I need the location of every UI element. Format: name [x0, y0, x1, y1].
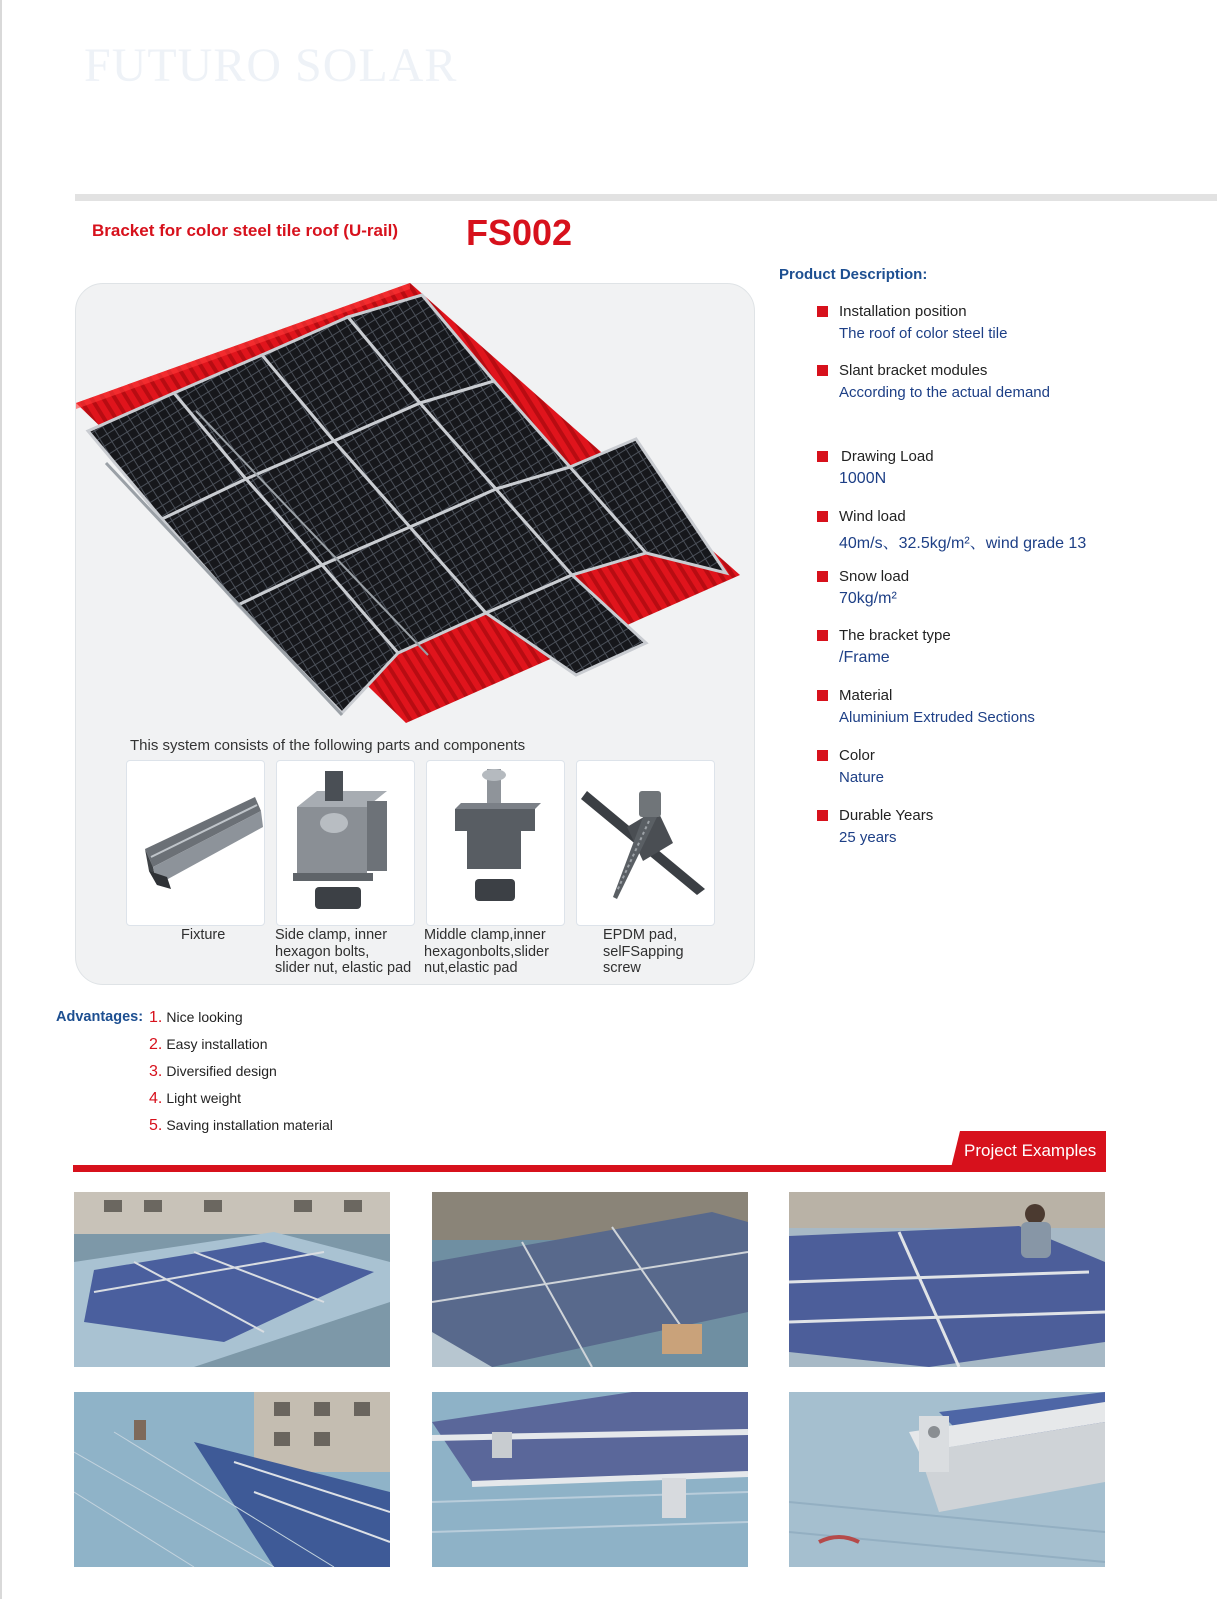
advantage-number: 4.	[149, 1090, 163, 1107]
header-divider	[75, 194, 1217, 201]
bullet-square	[817, 451, 828, 462]
part-label-middle-clamp: Middle clamp,inner hexagonbolts,slider nut,elastic pad	[424, 927, 549, 976]
advantage-text: Light weight	[166, 1090, 242, 1106]
advantage-text: Easy installation	[166, 1036, 268, 1052]
advantages-heading: Advantages:	[56, 1009, 144, 1025]
advantage-number: 3.	[149, 1063, 163, 1080]
spec-label: Durable Years	[839, 807, 934, 824]
bullet-square	[817, 810, 828, 821]
advantage-item	[149, 1009, 243, 1027]
system-caption: This system consists of the following parts and components	[130, 737, 526, 754]
project-divider	[73, 1165, 1106, 1172]
bullet-square	[817, 571, 828, 582]
part-label-side-clamp: Side clamp, inner hexagon bolts, slider nut, elastic pad	[275, 927, 412, 976]
brand-watermark: FUTURO SOLAR	[84, 39, 458, 92]
advantage-item	[149, 1036, 268, 1054]
project-photo-3	[789, 1192, 1105, 1367]
bullet-square	[817, 306, 828, 317]
advantage-item	[149, 1090, 241, 1108]
project-photo-1	[74, 1192, 390, 1367]
spec-label: Wind load	[839, 508, 906, 525]
advantage-number: 2.	[149, 1036, 163, 1053]
advantage-text: Diversified design	[166, 1063, 277, 1079]
description-heading: Product Description:	[779, 266, 928, 283]
spec-label: The bracket type	[839, 627, 951, 644]
product-title: Bracket for color steel tile roof (U-rail)	[92, 221, 399, 240]
project-examples-label: Project Examples	[964, 1141, 1097, 1160]
bullet-square	[817, 365, 828, 376]
spec-value: 1000N	[839, 470, 887, 487]
bullet-square	[817, 750, 828, 761]
middle-clamp-icon	[427, 761, 564, 925]
spec-label: Color	[839, 747, 875, 764]
project-photo-2	[432, 1192, 748, 1367]
product-code: FS002	[466, 212, 573, 253]
part-label-screw: EPDM pad, selFSapping screw	[603, 927, 684, 976]
project-photo-4	[74, 1392, 390, 1567]
spec-label: Material	[839, 687, 893, 704]
project-photo-5	[432, 1392, 748, 1567]
project-photo-6	[789, 1392, 1105, 1567]
side-clamp-icon	[277, 761, 414, 925]
advantage-text: Saving installation material	[166, 1117, 333, 1133]
advantage-text: Nice looking	[166, 1009, 243, 1025]
bullet-square	[817, 511, 828, 522]
solar-roof-illustration	[76, 283, 754, 733]
part-label-fixture: Fixture	[181, 927, 226, 943]
u-rail-icon	[127, 761, 264, 925]
spec-label: Slant bracket modules	[839, 362, 988, 379]
spec-label: Snow load	[839, 568, 910, 585]
part-card-side-clamp	[276, 760, 415, 926]
advantage-item	[149, 1117, 333, 1135]
bullet-square	[817, 630, 828, 641]
spec-value: Nature	[839, 769, 885, 786]
advantage-item	[149, 1063, 277, 1081]
spec-label: Installation position	[839, 303, 967, 320]
part-card-fixture	[126, 760, 265, 926]
spec-value: According to the actual demand	[839, 384, 1050, 401]
page-edge	[0, 0, 2, 1599]
spec-value: 25 years	[839, 829, 897, 846]
part-card-screw	[576, 760, 715, 926]
spec-value: The roof of color steel tile	[839, 325, 1008, 342]
screw-icon	[577, 761, 714, 925]
part-card-middle-clamp	[426, 760, 565, 926]
advantage-number: 5.	[149, 1117, 163, 1134]
spec-value: 70kg/m²	[839, 590, 897, 607]
bullet-square	[817, 690, 828, 701]
spec-value: /Frame	[839, 649, 890, 666]
spec-label: Drawing Load	[841, 448, 934, 465]
advantage-number: 1.	[149, 1009, 163, 1026]
spec-value: 40m/s、32.5kg/m²、wind grade 13	[839, 535, 1087, 552]
spec-value: Aluminium Extruded Sections	[839, 709, 1035, 726]
